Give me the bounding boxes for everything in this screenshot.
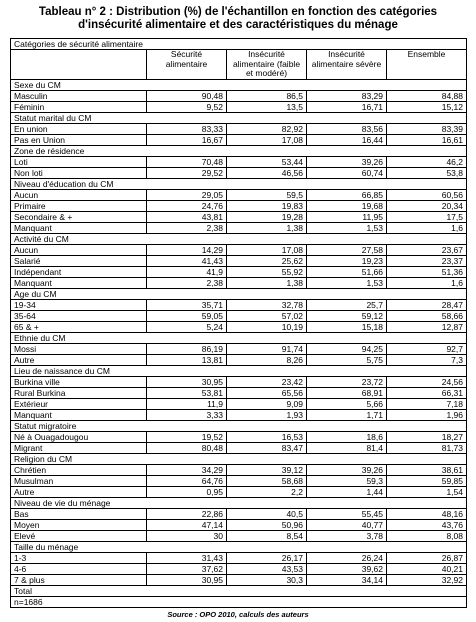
column-header-ensemble: Ensemble [387, 50, 467, 80]
table-cell: 26,17 [227, 552, 307, 563]
table-cell: 19,83 [227, 200, 307, 211]
table-cell: 1,6 [387, 277, 467, 288]
table-cell: 26,87 [387, 552, 467, 563]
table-row [11, 343, 467, 354]
table-cell: 39,26 [307, 156, 387, 167]
section-header-row [11, 112, 467, 123]
table-cell: 59,05 [147, 310, 227, 321]
table-cell: 83,33 [147, 123, 227, 134]
table-cell: 15,12 [387, 101, 467, 112]
table-cell: 1,96 [387, 409, 467, 420]
row-label: 35-64 [11, 310, 147, 321]
section-header-row [11, 178, 467, 189]
table-cell: 43,76 [387, 519, 467, 530]
section-title: Niveau de vie du ménage [11, 497, 147, 508]
row-label: Mossi [11, 343, 147, 354]
table-cell: 18,6 [307, 431, 387, 442]
table-row [11, 211, 467, 222]
table-cell: 25,7 [307, 299, 387, 310]
table-cell: 8,54 [227, 530, 307, 541]
section-header-row [11, 233, 467, 244]
table-cell: 81,4 [307, 442, 387, 453]
table-cell: 39,26 [307, 464, 387, 475]
table-cell: 80,48 [147, 442, 227, 453]
table-cell: 60,56 [387, 189, 467, 200]
table-cell: 16,67 [147, 134, 227, 145]
section-header-row [11, 453, 467, 464]
table-cell: 65,56 [227, 387, 307, 398]
total-label: Total [11, 585, 147, 596]
table-cell: 84,88 [387, 90, 467, 101]
table-row [11, 563, 467, 574]
table-cell: 29,52 [147, 167, 227, 178]
table-cell: 17,5 [387, 211, 467, 222]
table-row [11, 508, 467, 519]
table-cell: 38,61 [387, 464, 467, 475]
table-cell: 14,29 [147, 244, 227, 255]
row-label: Loti [11, 156, 147, 167]
header-empty-cell [11, 50, 147, 80]
row-label: Musulman [11, 475, 147, 486]
table-cell: 16,44 [307, 134, 387, 145]
table-cell: 8,26 [227, 354, 307, 365]
header-row-columns [11, 50, 467, 80]
table-cell: 7,18 [387, 398, 467, 409]
table-cell: 1,44 [307, 486, 387, 497]
table-cell: 16,53 [227, 431, 307, 442]
n-label: n=1686 [11, 596, 147, 607]
table-row [11, 222, 467, 233]
row-label: 19-34 [11, 299, 147, 310]
section-spacer [147, 365, 467, 376]
table-row [11, 101, 467, 112]
table-row [11, 255, 467, 266]
table-row [11, 398, 467, 409]
table-cell: 90,48 [147, 90, 227, 101]
column-header-insecurite-severe: Insécurité alimentaire sévère [307, 50, 387, 80]
section-title: Statut marital du CM [11, 112, 147, 123]
row-label: Chrétien [11, 464, 147, 475]
table-cell: 92,7 [387, 343, 467, 354]
section-spacer [147, 288, 467, 299]
row-label: Primaire [11, 200, 147, 211]
table-cell: 24,76 [147, 200, 227, 211]
row-label: Salarié [11, 255, 147, 266]
table-cell: 34,14 [307, 574, 387, 585]
table-cell: 23,42 [227, 376, 307, 387]
section-title: Ethnie du CM [11, 332, 147, 343]
table-cell: 11,9 [147, 398, 227, 409]
table-cell: 29,05 [147, 189, 227, 200]
table-row [11, 134, 467, 145]
row-label: 65 & + [11, 321, 147, 332]
table-cell: 64,76 [147, 475, 227, 486]
table-cell: 47,14 [147, 519, 227, 530]
row-label: Bas [11, 508, 147, 519]
table-cell: 39,62 [307, 563, 387, 574]
table-cell: 51,66 [307, 266, 387, 277]
table-row [11, 277, 467, 288]
n-spacer [147, 596, 467, 607]
table-row [11, 266, 467, 277]
row-label: Moyen [11, 519, 147, 530]
table-cell: 17,08 [227, 244, 307, 255]
section-title: Niveau d'éducation du CM [11, 178, 147, 189]
table-row [11, 574, 467, 585]
table-row [11, 354, 467, 365]
section-title: Lieu de naissance du CM [11, 365, 147, 376]
table-cell: 31,43 [147, 552, 227, 563]
table-cell: 68,91 [307, 387, 387, 398]
table-cell: 39,12 [227, 464, 307, 475]
total-row [11, 585, 467, 596]
table-cell: 30,95 [147, 376, 227, 387]
table-cell: 15,18 [307, 321, 387, 332]
row-label: 1-3 [11, 552, 147, 563]
section-spacer [147, 497, 467, 508]
table-cell: 25,62 [227, 255, 307, 266]
table-cell: 17,08 [227, 134, 307, 145]
table-cell: 1,38 [227, 277, 307, 288]
table-cell: 59,5 [227, 189, 307, 200]
table-cell: 83,39 [387, 123, 467, 134]
table-cell: 86,5 [227, 90, 307, 101]
table-cell: 53,8 [387, 167, 467, 178]
row-label: Né à Ouagadougou [11, 431, 147, 442]
row-label: Secondaire & + [11, 211, 147, 222]
table-cell: 16,61 [387, 134, 467, 145]
table-cell: 23,72 [307, 376, 387, 387]
table-row [11, 442, 467, 453]
row-label: Rural Burkina [11, 387, 147, 398]
table-cell: 2,38 [147, 222, 227, 233]
table-cell: 1,38 [227, 222, 307, 233]
table-cell: 1,53 [307, 277, 387, 288]
table-cell: 58,68 [227, 475, 307, 486]
section-spacer [147, 332, 467, 343]
table-cell: 83,29 [307, 90, 387, 101]
table-cell: 35,71 [147, 299, 227, 310]
column-header-insecurite-moderee: Insécurité alimentaire (faible et modéré) [227, 50, 307, 80]
row-label: Masculin [11, 90, 147, 101]
table-cell: 32,78 [227, 299, 307, 310]
section-header-row [11, 288, 467, 299]
row-label: Autre [11, 354, 147, 365]
table-cell: 55,45 [307, 508, 387, 519]
table-cell: 60,74 [307, 167, 387, 178]
table-cell: 1,71 [307, 409, 387, 420]
table-cell: 59,3 [307, 475, 387, 486]
row-label: Pas en Union [11, 134, 147, 145]
table-row [11, 486, 467, 497]
table-cell: 3,78 [307, 530, 387, 541]
table-row [11, 464, 467, 475]
row-label: Manquant [11, 222, 147, 233]
table-row [11, 530, 467, 541]
row-label: Elevé [11, 530, 147, 541]
section-title: Statut migratoire [11, 420, 147, 431]
header-group-label: Catégories de sécurité alimentaire [11, 39, 147, 50]
table-body [11, 39, 467, 608]
section-header-row [11, 541, 467, 552]
row-label: Aucun [11, 189, 147, 200]
table-cell: 32,92 [387, 574, 467, 585]
header-row-group [11, 39, 467, 50]
table-cell: 66,85 [307, 189, 387, 200]
table-cell: 34,29 [147, 464, 227, 475]
table-row [11, 431, 467, 442]
section-title: Sexe du CM [11, 79, 147, 90]
table-cell: 10,19 [227, 321, 307, 332]
section-title: Religion du CM [11, 453, 147, 464]
row-label: Burkina ville [11, 376, 147, 387]
table-row [11, 200, 467, 211]
table-cell: 0,95 [147, 486, 227, 497]
table-cell: 30,95 [147, 574, 227, 585]
table-cell: 19,28 [227, 211, 307, 222]
section-title: Activité du CM [11, 233, 147, 244]
table-cell: 40,5 [227, 508, 307, 519]
table-row [11, 167, 467, 178]
table-cell: 40,21 [387, 563, 467, 574]
table-cell: 59,85 [387, 475, 467, 486]
row-label: En union [11, 123, 147, 134]
section-spacer [147, 420, 467, 431]
table-cell: 1,53 [307, 222, 387, 233]
table-cell: 23,67 [387, 244, 467, 255]
row-label: Manquant [11, 277, 147, 288]
section-header-row [11, 145, 467, 156]
table-cell: 70,48 [147, 156, 227, 167]
table-cell: 16,71 [307, 101, 387, 112]
table-row [11, 123, 467, 134]
table-cell: 43,53 [227, 563, 307, 574]
section-header-row [11, 420, 467, 431]
row-label: 7 & plus [11, 574, 147, 585]
table-cell: 7,3 [387, 354, 467, 365]
section-spacer [147, 178, 467, 189]
table-cell: 57,02 [227, 310, 307, 321]
table-cell: 5,24 [147, 321, 227, 332]
table-cell: 26,24 [307, 552, 387, 563]
table-cell: 59,12 [307, 310, 387, 321]
table-cell: 9,52 [147, 101, 227, 112]
table-cell: 41,9 [147, 266, 227, 277]
section-title: Age du CM [11, 288, 147, 299]
table-cell: 5,66 [307, 398, 387, 409]
section-spacer [147, 541, 467, 552]
total-spacer [147, 585, 467, 596]
table-cell: 13,81 [147, 354, 227, 365]
table-row [11, 519, 467, 530]
row-label: Non loti [11, 167, 147, 178]
table-cell: 66,31 [387, 387, 467, 398]
table-row [11, 475, 467, 486]
section-header-row [11, 365, 467, 376]
row-label: Féminin [11, 101, 147, 112]
table-cell: 91,74 [227, 343, 307, 354]
table-cell: 18,27 [387, 431, 467, 442]
table-title [0, 6, 476, 32]
table-cell: 9,09 [227, 398, 307, 409]
table-cell: 41,43 [147, 255, 227, 266]
table-cell: 53,81 [147, 387, 227, 398]
row-label: Autre [11, 486, 147, 497]
row-label: Extérieur [11, 398, 147, 409]
row-label: Indépendant [11, 266, 147, 277]
table-row [11, 244, 467, 255]
source-note: Source : OPO 2010, calculs des auteurs [167, 610, 309, 619]
section-title: Zone de résidence [11, 145, 147, 156]
table-cell: 53,44 [227, 156, 307, 167]
table-cell: 2,38 [147, 277, 227, 288]
row-label: Manquant [11, 409, 147, 420]
row-label: 4-6 [11, 563, 147, 574]
table-cell: 43,81 [147, 211, 227, 222]
section-title: Taille du ménage [11, 541, 147, 552]
table-cell: 13,5 [227, 101, 307, 112]
row-label: Aucun [11, 244, 147, 255]
n-row [11, 596, 467, 607]
table-cell: 1,93 [227, 409, 307, 420]
table-cell: 55,92 [227, 266, 307, 277]
table-cell: 30 [147, 530, 227, 541]
table-row [11, 409, 467, 420]
table-row [11, 299, 467, 310]
table-cell: 20,34 [387, 200, 467, 211]
table-cell: 86,19 [147, 343, 227, 354]
table-cell: 22,86 [147, 508, 227, 519]
table-cell: 37,62 [147, 563, 227, 574]
table-cell: 27,58 [307, 244, 387, 255]
title-line-1: Tableau n° 2 : Distribution (%) de l'échantillon en fonction des catégories [38, 6, 438, 18]
column-header-securite: Sécurité alimentaire [147, 50, 227, 80]
table-row [11, 376, 467, 387]
table-row [11, 387, 467, 398]
table-cell: 12,87 [387, 321, 467, 332]
table-cell: 1,54 [387, 486, 467, 497]
table-cell: 23,37 [387, 255, 467, 266]
table-row [11, 321, 467, 332]
section-spacer [147, 79, 467, 90]
section-header-row [11, 497, 467, 508]
section-spacer [147, 453, 467, 464]
table-row [11, 552, 467, 563]
table-row [11, 90, 467, 101]
table-cell: 19,52 [147, 431, 227, 442]
table-cell: 8,08 [387, 530, 467, 541]
table-row [11, 310, 467, 321]
section-spacer [147, 145, 467, 156]
table-cell: 11,95 [307, 211, 387, 222]
table-cell: 50,96 [227, 519, 307, 530]
table-cell: 5,75 [307, 354, 387, 365]
table-row [11, 189, 467, 200]
table-cell: 3,33 [147, 409, 227, 420]
table-cell: 58,66 [387, 310, 467, 321]
table-cell: 83,47 [227, 442, 307, 453]
table-cell: 24,56 [387, 376, 467, 387]
table-cell: 2,2 [227, 486, 307, 497]
table-cell: 46,56 [227, 167, 307, 178]
section-spacer [147, 233, 467, 244]
table-cell: 94,25 [307, 343, 387, 354]
row-label: Migrant [11, 442, 147, 453]
section-header-row [11, 332, 467, 343]
section-spacer [147, 112, 467, 123]
table-row [11, 156, 467, 167]
header-group-spacer [147, 39, 467, 50]
table-cell: 81,73 [387, 442, 467, 453]
table-cell: 30,3 [227, 574, 307, 585]
table-cell: 1,6 [387, 222, 467, 233]
section-header-row [11, 79, 467, 90]
table-cell: 83,56 [307, 123, 387, 134]
table-cell: 40,77 [307, 519, 387, 530]
title-line-2: d'insécurité alimentaire et des caractéristiques du ménage [78, 19, 398, 31]
table-cell: 51,36 [387, 266, 467, 277]
table-cell: 19,68 [307, 200, 387, 211]
table-cell: 28,47 [387, 299, 467, 310]
table-cell: 82,92 [227, 123, 307, 134]
table-cell: 46,2 [387, 156, 467, 167]
table-cell: 19,23 [307, 255, 387, 266]
data-table [10, 38, 467, 608]
table-cell: 48,16 [387, 508, 467, 519]
